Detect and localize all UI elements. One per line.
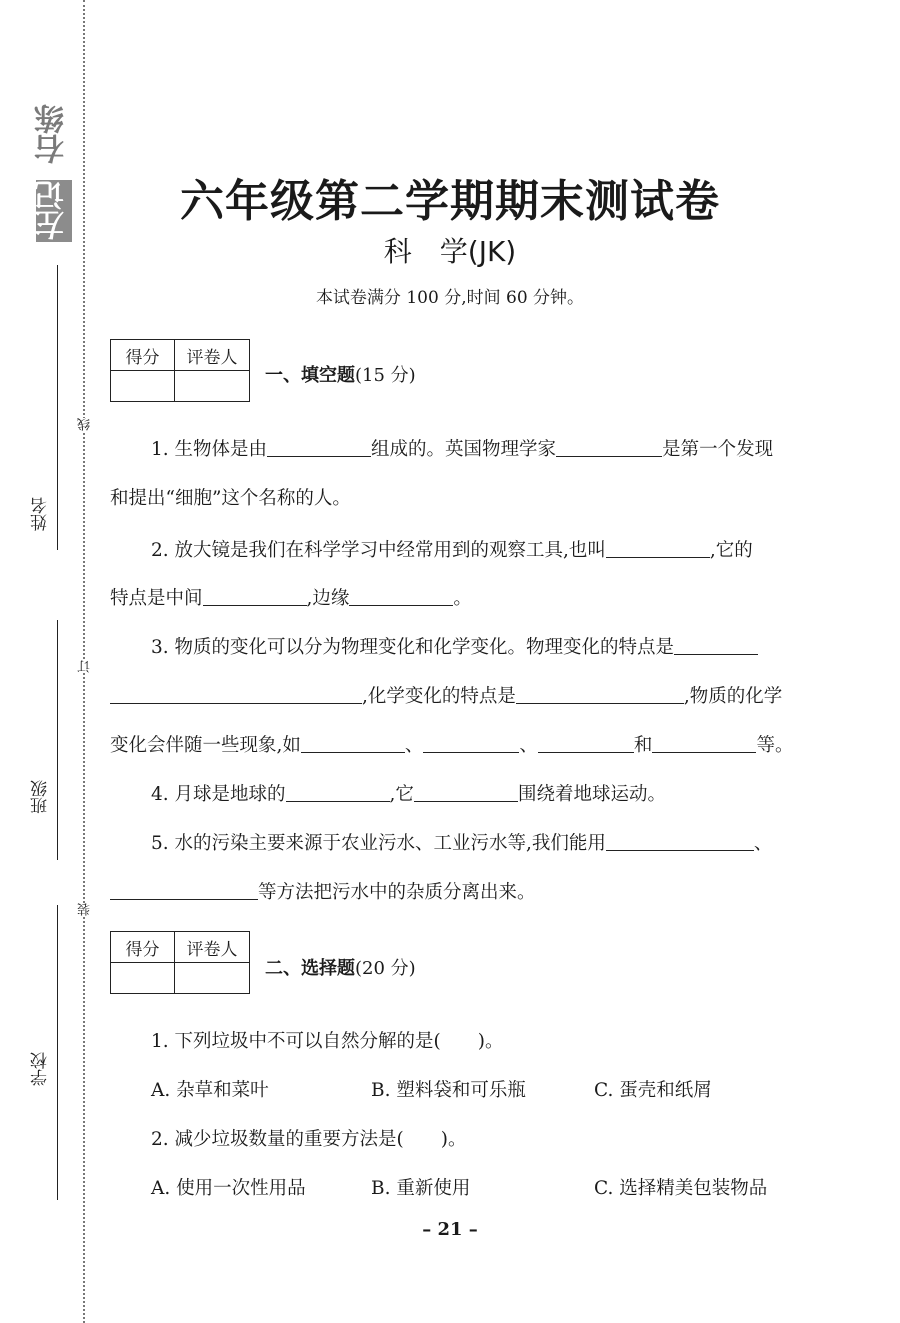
mc-q1-option-b[interactable]: B. 塑料袋和可乐瓶 — [371, 1080, 526, 1101]
cut-mark-pack: 装 — [78, 903, 93, 916]
q2-text-e: 。 — [453, 588, 472, 609]
q3-blank-1-cont[interactable] — [110, 686, 362, 704]
grader-cell[interactable] — [175, 371, 250, 402]
q2-line-1 — [151, 536, 753, 562]
q4-blank-2[interactable] — [414, 784, 518, 802]
exam-title: 六年级第二学期期末测试卷 — [180, 176, 720, 227]
q2-blank-1[interactable] — [606, 540, 710, 558]
q4-line — [151, 780, 666, 806]
q3-blank-2[interactable] — [516, 686, 684, 704]
q3-blank-1[interactable] — [674, 637, 758, 655]
q2-text-a: 2. 放大镜是我们在科学学习中经常用到的观察工具,也叫 — [151, 540, 606, 561]
logo-left-text: 左记 — [35, 180, 70, 240]
q5-line-1 — [151, 829, 772, 855]
grader-cell[interactable] — [175, 963, 250, 994]
grader-header: 评卷人 — [175, 932, 250, 963]
q5-text-c: 等方法把污水中的杂质分离出来。 — [258, 882, 536, 903]
q1-blank-2[interactable] — [556, 439, 662, 457]
q1-line-2: 和提出“细胞”这个名称的人。 — [110, 488, 351, 509]
q1-text-b: 组成的。英国物理学家 — [371, 439, 557, 460]
grader-header: 评卷人 — [175, 340, 250, 371]
q2-text-d: ,边缘 — [306, 588, 350, 609]
q4-text-c: 围绕着地球运动。 — [517, 784, 666, 805]
section-1-points: (15 分) — [355, 365, 416, 386]
score-table-1 — [110, 339, 250, 402]
section-1-title: 一、填空题 — [265, 365, 355, 386]
q5-text-b: 、 — [753, 833, 773, 854]
exam-note: 本试卷满分 100 分,时间 60 分钟。 — [315, 288, 585, 308]
logo-right-text: 右练 — [35, 104, 70, 164]
mc-q2-option-c[interactable]: C. 选择精美包装物品 — [594, 1178, 768, 1199]
q2-text-b: ,它的 — [709, 540, 753, 561]
q5-text-a: 5. 水的污染主要来源于农业污水、工业污水等,我们能用 — [151, 833, 606, 854]
score-cell[interactable] — [111, 371, 175, 402]
q3-text-f: 、 — [519, 735, 538, 756]
q3-line-1 — [151, 633, 758, 659]
class-field-label: 班级 — [28, 780, 53, 814]
q4-blank-1[interactable] — [286, 784, 390, 802]
class-field-line — [57, 620, 58, 860]
q3-blank-6[interactable] — [652, 735, 756, 753]
mc-q1-option-c[interactable]: C. 蛋壳和纸屑 — [594, 1080, 712, 1101]
q1-text-a: 1. 生物体是由 — [151, 439, 268, 460]
q3-text-b: ,化学变化的特点是 — [362, 686, 516, 707]
score-table-2 — [110, 931, 250, 994]
q5-blank-2[interactable] — [110, 882, 258, 900]
q3-text-a: 3. 物质的变化可以分为物理变化和化学变化。物理变化的特点是 — [151, 637, 675, 658]
q2-text-c: 特点是中间 — [110, 588, 203, 609]
q2-line-2 — [110, 584, 472, 610]
section-2-heading — [265, 954, 416, 980]
q3-line-2 — [110, 682, 782, 708]
school-field-label: 学校 — [28, 1052, 53, 1086]
score-header: 得分 — [111, 932, 175, 963]
q5-line-2 — [110, 878, 536, 904]
section-2-points: (20 分) — [355, 958, 416, 979]
score-header: 得分 — [111, 340, 175, 371]
q4-text-a: 4. 月球是地球的 — [151, 784, 286, 805]
q3-text-d: 变化会伴随一些现象,如 — [110, 735, 301, 756]
q3-text-h: 等。 — [756, 735, 794, 756]
q3-text-g: 和 — [633, 735, 653, 756]
q1-text-c: 是第一个发现 — [662, 439, 774, 460]
page-number: – 21 – — [422, 1219, 478, 1240]
mc-q1-option-a[interactable]: A. 杂草和菜叶 — [151, 1080, 269, 1101]
q2-blank-3[interactable] — [349, 588, 453, 606]
name-field-label: 姓名 — [28, 497, 53, 531]
mc-q1-stem: 1. 下列垃圾中不可以自然分解的是( )。 — [151, 1031, 504, 1052]
mc-q2-stem: 2. 减少垃圾数量的重要方法是( )。 — [151, 1129, 467, 1150]
cut-mark-line: 线 — [78, 418, 93, 431]
score-cell[interactable] — [111, 963, 175, 994]
q3-blank-3[interactable] — [301, 735, 405, 753]
mc-q2-option-a[interactable]: A. 使用一次性用品 — [151, 1178, 306, 1199]
mc-q2-option-b[interactable]: B. 重新使用 — [371, 1178, 471, 1199]
school-field-line — [57, 905, 58, 1200]
q2-blank-2[interactable] — [203, 588, 307, 606]
section-1-heading — [265, 361, 416, 387]
q3-text-c: ,物质的化学 — [683, 686, 783, 707]
q1-blank-1[interactable] — [267, 439, 371, 457]
section-2-title: 二、选择题 — [265, 958, 355, 979]
exam-subject: 科 学(JK) — [383, 235, 517, 268]
q3-blank-4[interactable] — [423, 735, 519, 753]
q3-text-e: 、 — [404, 735, 424, 756]
q5-blank-1[interactable] — [606, 833, 754, 851]
q4-text-b: ,它 — [389, 784, 414, 805]
cut-mark-bind: 订 — [78, 660, 93, 673]
q3-blank-5[interactable] — [538, 735, 634, 753]
q1-line-1 — [151, 435, 773, 461]
q3-line-3 — [110, 731, 793, 757]
